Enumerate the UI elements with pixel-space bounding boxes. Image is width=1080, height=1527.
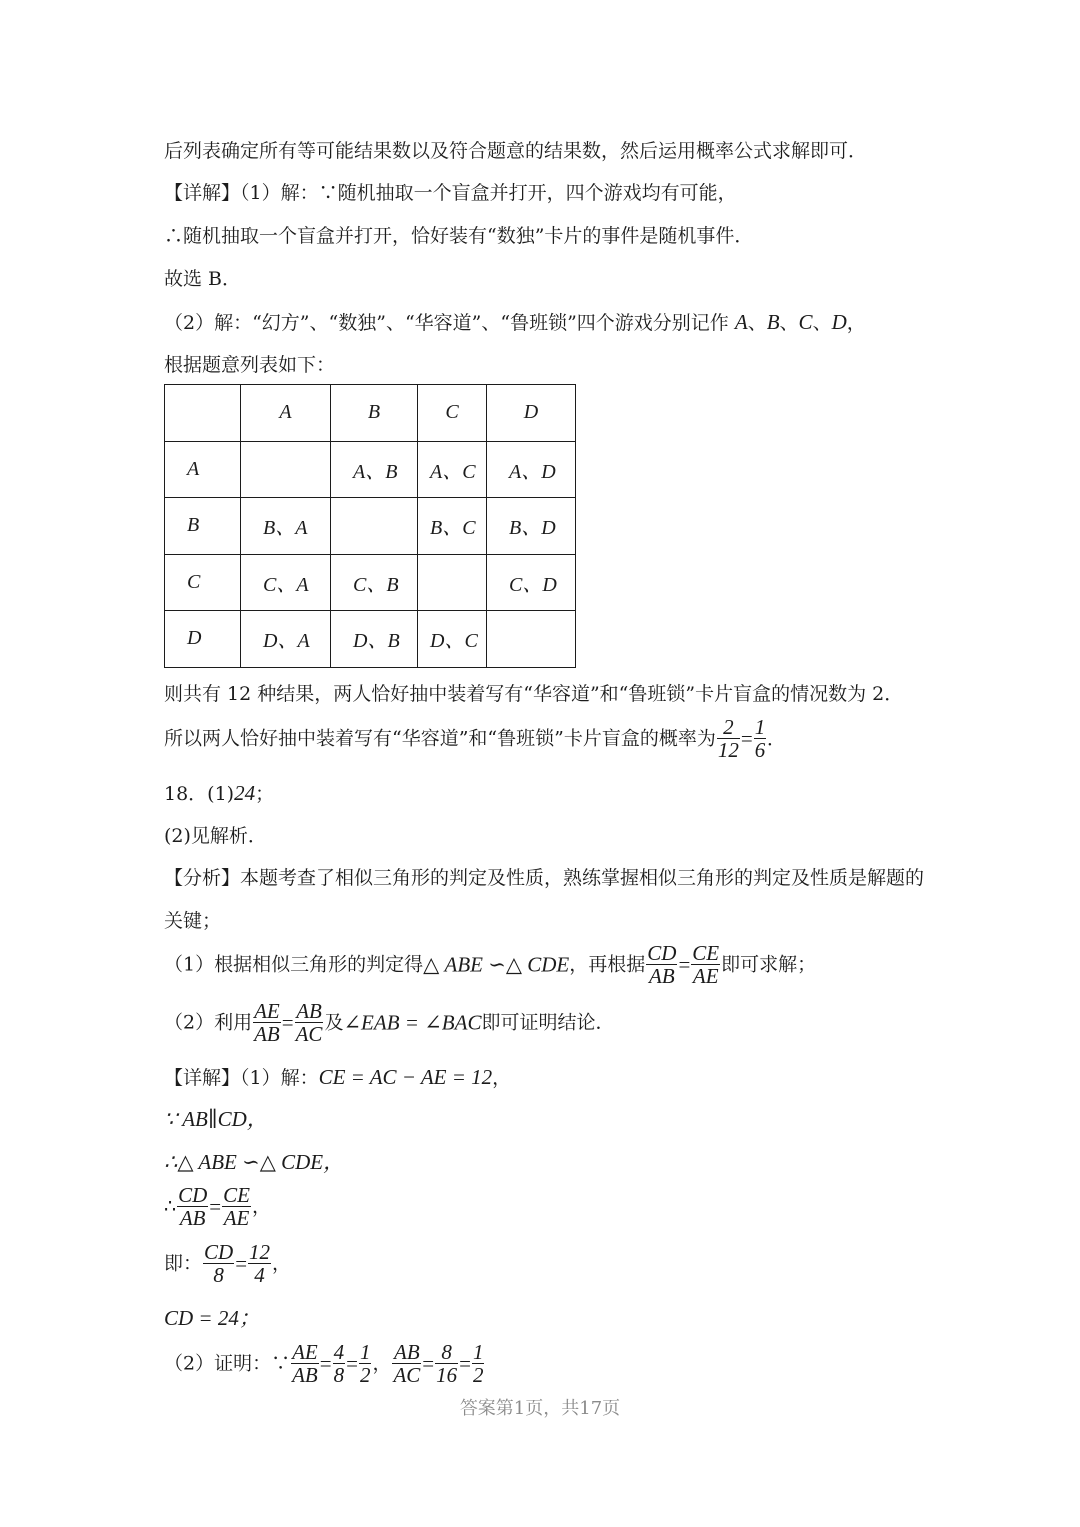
label-c: C (798, 310, 813, 334)
solution-2-intro: （2）解：“幻方”、“数独”、“华容道”、“鲁班锁”四个游戏分别记作 A、B、C、D， (164, 310, 866, 334)
table-cell (331, 514, 353, 536)
fraction: $\frac{AB}{AC}$ (295, 999, 323, 1046)
detail-step-2: ∵ AB∥CD， (164, 1107, 268, 1131)
table-cell: B、D (509, 517, 556, 540)
table-cell (241, 458, 263, 480)
fraction: $\frac{CD}{8}$ (204, 1240, 234, 1287)
table-cell: C、D (509, 573, 557, 596)
table-cell: C (187, 570, 201, 593)
analysis-line-1: 【分析】本题考查了相似三角形的判定及性质，熟练掌握相似三角形的判定及性质是解题的 (164, 867, 925, 889)
table-cell: C、B (353, 573, 399, 596)
fraction: $\frac{CE}{AE}$ (223, 1183, 250, 1230)
q18-answer-2: (2)见解析． (164, 825, 267, 847)
table-cell: A、B (353, 460, 398, 483)
table-cell: D (187, 627, 202, 650)
detail-step-1: 【详解】（1）解：CE = AC − AE = 12， (164, 1065, 512, 1089)
table-cell: D、B (353, 630, 400, 653)
detail-step-7: （2）证明：∵ $\frac{AE}{AB}$ = $\frac{4}{8}$ = $\frac{1}{2}$ ， $\frac{AB}{AC}$ = $\frac{8}{16}$ = $\frac{1}{2}$ (164, 1340, 484, 1387)
result-count: 则共有 12 种结果，两人恰好抽中装着写有“华容道”和“鲁班锁”卡片盲盒的情况数为 2． (164, 683, 904, 705)
table-row (165, 554, 576, 611)
solution-1-conclusion: ∴随机抽取一个盲盒并打开，恰好装有“数独”卡片的事件是随机事件． (164, 225, 754, 247)
label-a: A (734, 310, 748, 334)
table-cell: A (241, 385, 331, 442)
fraction: $\frac{CE}{AE}$ (692, 941, 720, 988)
table-cell: B (187, 514, 200, 537)
detail-step-5: 即： $\frac{CD}{8}$ = $\frac{12}{4}$ ， (164, 1240, 292, 1287)
table-intro: 根据题意列表如下： (164, 354, 336, 376)
fraction: $\frac{12}{4}$ (249, 1240, 271, 1287)
fraction: $\frac{AE}{AB}$ (254, 999, 280, 1046)
solution-1-reason: 【详解】（1）解：∵随机抽取一个盲盒并打开，四个游戏均有可能， (164, 182, 737, 204)
paragraph-intro: 后列表确定所有等可能结果数以及符合题意的结果数，然后运用概率公式求解即可． (164, 140, 868, 162)
table-cell (418, 571, 430, 593)
q18-answer-1: 18．(1)24； (164, 781, 275, 805)
detail-step-6: CD = 24； (164, 1306, 260, 1330)
analysis-step-2: （2）利用 $\frac{AE}{AB}$ = $\frac{AB}{AC}$ 及∠EAB = ∠BAC即可证明结论． (164, 999, 615, 1046)
table-row (165, 611, 576, 668)
fraction: $\frac{4}{8}$ (333, 1340, 345, 1387)
probability-line: 所以两人恰好抽中装着写有“华容道”和“鲁班锁”卡片盲盒的概率为 $\frac{2}{12}$ = $\frac{1}{6}$ . (164, 715, 773, 762)
detail-step-3: ∴△ ABE ∽△ CDE， (164, 1150, 345, 1174)
table-cell: B (331, 385, 418, 442)
table-cell (487, 627, 509, 649)
fraction: $\frac{CD}{AB}$ (647, 941, 677, 988)
table-cell (165, 385, 241, 442)
table-cell: C (418, 385, 487, 442)
fraction: $\frac{AB}{AC}$ (393, 1340, 421, 1387)
fraction: $\frac{AE}{AB}$ (292, 1340, 318, 1387)
table-cell: A (187, 457, 200, 480)
fraction: $\frac{CD}{AB}$ (178, 1183, 208, 1230)
table-cell: D、C (430, 630, 478, 653)
table-cell: A、D (509, 460, 556, 483)
label-b: B (766, 310, 780, 334)
table-cell: B、C (430, 517, 476, 540)
fraction: $\frac{8}{16}$ (436, 1340, 458, 1387)
outcome-table (164, 384, 576, 668)
analysis-line-2: 关键； (164, 910, 222, 932)
detail-step-4: ∴ $\frac{CD}{AB}$ = $\frac{CE}{AE}$ ， (164, 1183, 271, 1230)
label-d: D (831, 310, 847, 334)
fraction: $\frac{1}{2}$ (359, 1340, 371, 1387)
table-header-row (165, 385, 576, 442)
fraction: $\frac{1}{2}$ (472, 1340, 484, 1387)
page-footer: 答案第1页，共17页 (459, 1398, 621, 1419)
table-cell: A、C (430, 460, 476, 483)
table-row (165, 441, 576, 498)
table-cell: B、A (263, 517, 308, 540)
table-cell: D、A (263, 630, 310, 653)
table-cell: D (487, 385, 576, 442)
fraction: $\frac{1}{6}$ (754, 715, 766, 762)
table-cell: C、A (263, 573, 309, 596)
solution-1-choice: 故选 B． (164, 268, 242, 290)
fraction: $\frac{2}{12}$ (717, 715, 739, 762)
table-row (165, 498, 576, 555)
analysis-step-1: （1）根据相似三角形的判定得△ ABE ∽△ CDE，再根据 $\frac{CD}{AB}$ = $\frac{CE}{AE}$ 即可求解； (164, 941, 817, 988)
